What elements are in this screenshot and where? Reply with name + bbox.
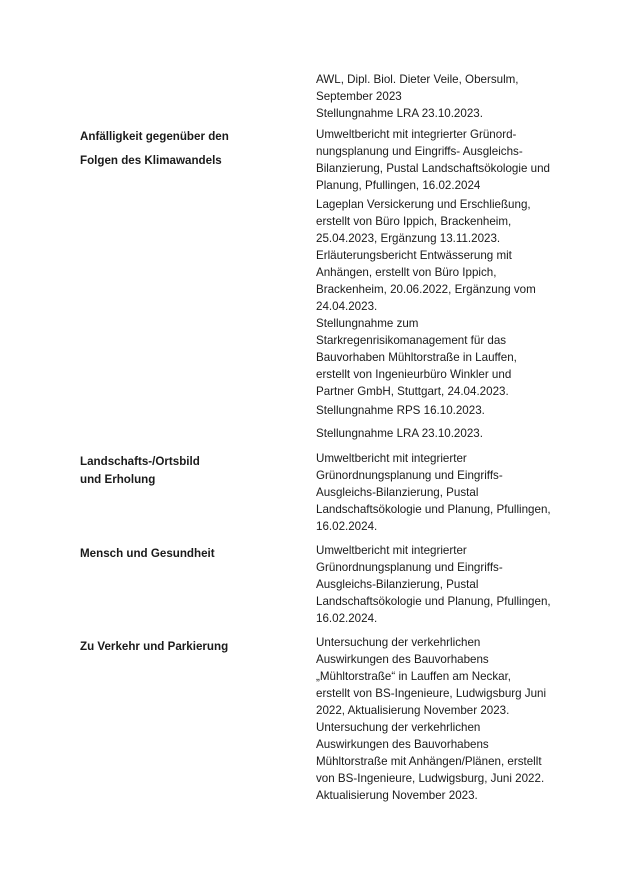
source-entry-verkehr-1 bbox=[316, 634, 556, 719]
label-line: Zu Verkehr und Parkierung bbox=[80, 640, 229, 653]
entry-line: erstellt von Büro Ippich, Brackenheim, bbox=[316, 215, 512, 228]
entry-line: Bilanzierung, Pustal Landschaftsökologie und bbox=[316, 162, 550, 175]
entry-line: Stellungnahme zum bbox=[316, 317, 419, 330]
entry-line: von BS-Ingenieure, Ludwigsburg, Juni 2022. bbox=[316, 772, 545, 785]
entry-line: erstellt von BS-Ingenieure, Ludwigsburg Juni bbox=[316, 687, 547, 700]
entry-line: Umweltbericht mit integrierter bbox=[316, 544, 467, 557]
entry-line: Untersuchung der verkehrlichen bbox=[316, 636, 481, 649]
entry-line: Auswirkungen des Bauvorhabens bbox=[316, 653, 489, 666]
entry-line: „Mühltorstraße“ in Lauffen am Neckar, bbox=[316, 670, 512, 683]
entry-line: Stellungnahme RPS 16.10.2023. bbox=[316, 404, 485, 417]
source-entry-awl bbox=[316, 71, 556, 122]
entry-line: Landschaftsökologie und Planung, Pfullingen, bbox=[316, 503, 551, 516]
source-entry-umweltbericht-1 bbox=[316, 126, 556, 194]
entry-line: Bauvorhaben Mühltorstraße in Lauffen, bbox=[316, 351, 517, 364]
source-entry-verkehr-2 bbox=[316, 719, 556, 804]
entry-line: Starkregenrisikomanagement für das bbox=[316, 334, 507, 347]
category-label-klimawandel bbox=[80, 125, 290, 173]
label-line: Mensch und Gesundheit bbox=[80, 547, 215, 560]
entry-line: nungsplanung und Eingriffs- Ausgleichs- bbox=[316, 145, 523, 158]
entry-line: 16.02.2024. bbox=[316, 520, 378, 533]
entry-line: Aktualisierung November 2023. bbox=[316, 789, 478, 802]
entry-line: Umweltbericht mit integrierter bbox=[316, 452, 467, 465]
entry-line: September 2023 bbox=[316, 90, 402, 103]
entry-line: Auswirkungen des Bauvorhabens bbox=[316, 738, 489, 751]
entry-line: Ausgleichs-Bilanzierung, Pustal bbox=[316, 578, 479, 591]
entry-line: Grünordnungsplanung und Eingriffs- bbox=[316, 561, 503, 574]
entry-line: Grünordnungsplanung und Eingriffs- bbox=[316, 469, 503, 482]
entry-line: Umweltbericht mit integrierter Grünord- bbox=[316, 128, 517, 141]
entry-line: AWL, Dipl. Biol. Dieter Veile, Obersulm, bbox=[316, 73, 519, 86]
entry-line: 16.02.2024. bbox=[316, 612, 378, 625]
entry-line: Mühltorstraße mit Anhängen/Plänen, erstellt bbox=[316, 755, 542, 768]
entry-line: Stellungnahme LRA 23.10.2023. bbox=[316, 107, 483, 120]
source-entry-umweltbericht-2 bbox=[316, 450, 556, 535]
label-line: Folgen des Klimawandels bbox=[80, 154, 222, 167]
entry-line: Partner GmbH, Stuttgart, 24.04.2023. bbox=[316, 385, 509, 398]
category-label-mensch bbox=[80, 545, 290, 563]
category-label-ortsbild bbox=[80, 453, 290, 489]
label-line: und Erholung bbox=[80, 473, 156, 486]
entry-line: 2022, Aktualisierung November 2023. bbox=[316, 704, 510, 717]
entry-line: Planung, Pfullingen, 16.02.2024 bbox=[316, 179, 481, 192]
label-line: Anfälligkeit gegenüber den bbox=[80, 130, 229, 143]
entry-line: 25.04.2023, Ergänzung 13.11.2023. bbox=[316, 232, 501, 245]
source-entry-umweltbericht-3 bbox=[316, 542, 556, 627]
category-label-verkehr bbox=[80, 638, 290, 656]
entry-line: Anhängen, erstellt von Büro Ippich, bbox=[316, 266, 497, 279]
source-entry-lageplan bbox=[316, 196, 556, 315]
source-entry-rps bbox=[316, 402, 556, 419]
entry-line: Landschaftsökologie und Planung, Pfullingen, bbox=[316, 595, 551, 608]
entry-line: Ausgleichs-Bilanzierung, Pustal bbox=[316, 486, 479, 499]
entry-line: 24.04.2023. bbox=[316, 300, 378, 313]
label-line: Landschafts-/Ortsbild bbox=[80, 455, 200, 468]
entry-line: Erläuterungsbericht Entwässerung mit bbox=[316, 249, 512, 262]
entry-line: erstellt von Ingenieurbüro Winkler und bbox=[316, 368, 512, 381]
entry-line: Lageplan Versickerung und Erschließung, bbox=[316, 198, 531, 211]
entry-line: Brackenheim, 20.06.2022, Ergänzung vom bbox=[316, 283, 536, 296]
source-entry-lra bbox=[316, 425, 556, 442]
entry-line: Untersuchung der verkehrlichen bbox=[316, 721, 481, 734]
entry-line: Stellungnahme LRA 23.10.2023. bbox=[316, 427, 483, 440]
source-entry-starkregen bbox=[316, 315, 556, 400]
